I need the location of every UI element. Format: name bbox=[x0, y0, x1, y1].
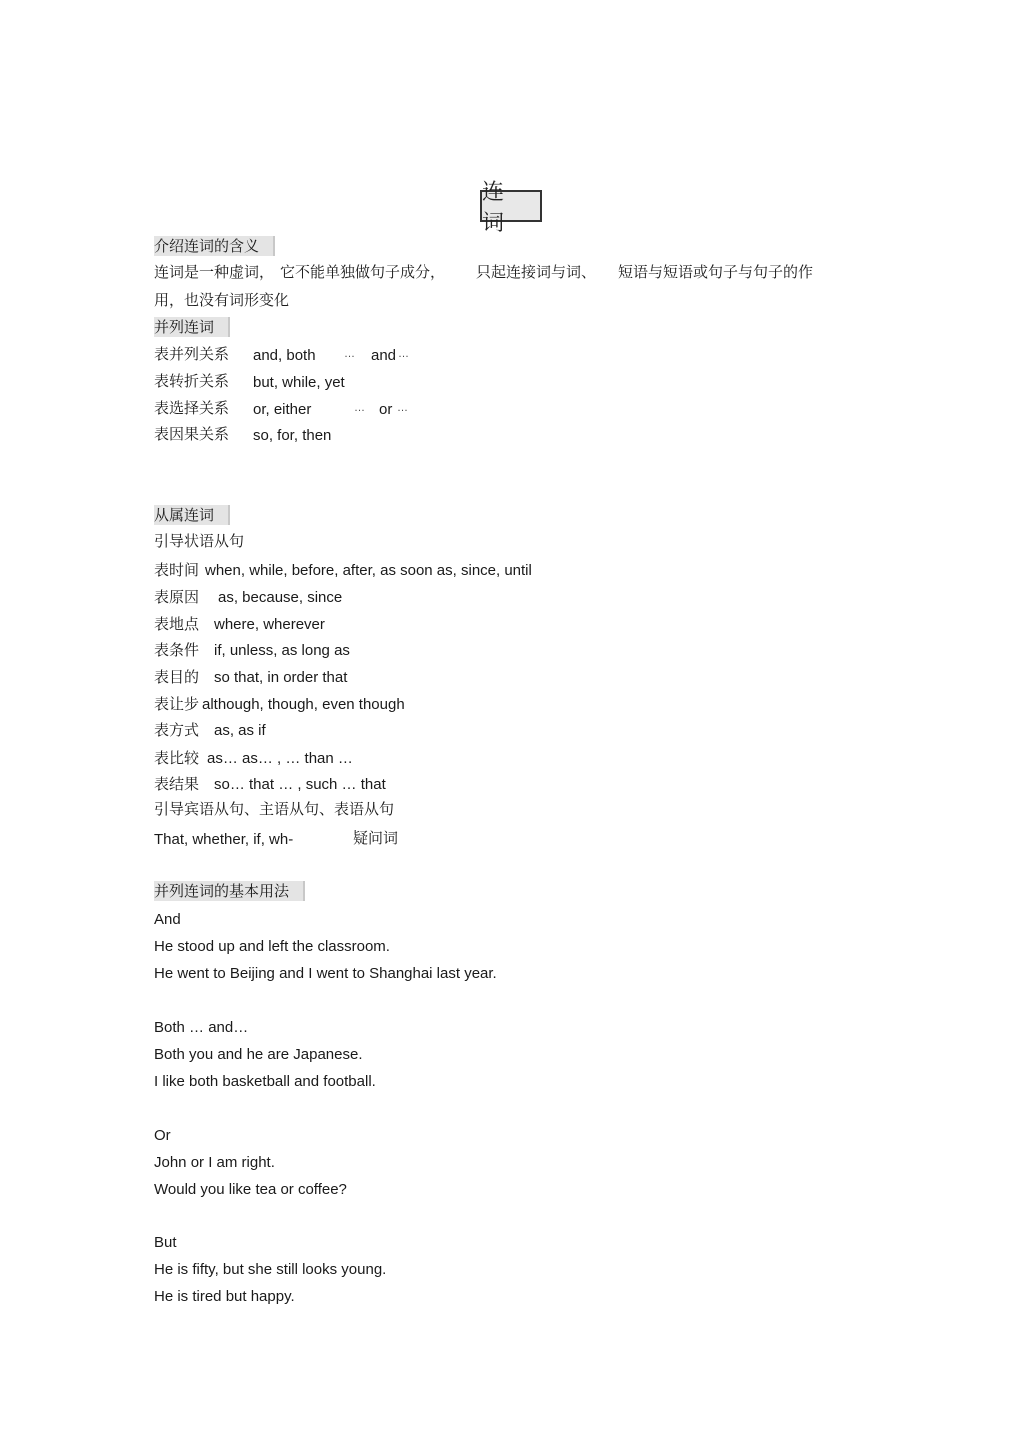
coord-words: but, while, yet bbox=[253, 374, 345, 391]
coord-label: 表因果关系 bbox=[154, 426, 230, 443]
sub-words: although, though, even though bbox=[202, 696, 405, 713]
sub-words: if, unless, as long as bbox=[214, 642, 350, 659]
sub-words: as, as if bbox=[214, 722, 266, 739]
coord-words: or bbox=[379, 401, 393, 418]
usage-heading: 并列连词的基本用法 bbox=[154, 881, 305, 901]
sub-words: where, wherever bbox=[214, 616, 325, 633]
sub-label: 表条件 bbox=[154, 642, 200, 659]
coord-words: and bbox=[371, 347, 397, 364]
ellipsis: … bbox=[397, 402, 410, 414]
usage-word: Both … and… bbox=[154, 1019, 249, 1036]
usage-word: And bbox=[154, 911, 181, 928]
coord-label: 表转折关系 bbox=[154, 373, 230, 390]
coord-words: or, either bbox=[253, 401, 312, 418]
coord-words: so, for, then bbox=[253, 427, 332, 444]
sub-words: as… as… , … than … bbox=[207, 750, 353, 767]
intro-heading: 介绍连词的含义 bbox=[154, 236, 275, 256]
ellipsis: … bbox=[344, 348, 357, 360]
intro-line1-a: 连词是一种虚词， bbox=[154, 264, 275, 281]
page-title: 连 词 bbox=[480, 190, 542, 222]
sub-words: when, while, before, after, as soon as, since, until bbox=[205, 562, 532, 579]
subordinating-heading: 从属连词 bbox=[154, 505, 230, 525]
usage-example: He is fifty, but she still looks young. bbox=[154, 1261, 387, 1278]
intro-line2: 用，也没有词形变化 bbox=[154, 292, 290, 309]
sub-label: 表目的 bbox=[154, 669, 200, 686]
sub-words: as, because, since bbox=[218, 589, 343, 606]
sub-label: 表方式 bbox=[154, 722, 200, 739]
coord-label: 表选择关系 bbox=[154, 400, 230, 417]
sub-words: so that, in order that bbox=[214, 669, 348, 686]
intro-line1-b: 它不能单独做句子成分， bbox=[280, 264, 446, 281]
sub-label: 表结果 bbox=[154, 776, 200, 793]
usage-example: Both you and he are Japanese. bbox=[154, 1046, 363, 1063]
noun-clause-words: That, whether, if, wh- bbox=[154, 831, 294, 848]
intro-line1-d: 短语与短语或句子与句子的作 bbox=[618, 264, 814, 281]
intro-line1-c: 只起连接词与词、 bbox=[476, 264, 597, 281]
sub-label: 表原因 bbox=[154, 589, 200, 606]
usage-example: He went to Beijing and I went to Shanghai last year. bbox=[154, 965, 497, 982]
noun-clause-heading: 引导宾语从句、主语从句、表语从句 bbox=[154, 801, 395, 818]
usage-example: He stood up and left the classroom. bbox=[154, 938, 390, 955]
sub-words: so… that … , such … that bbox=[214, 776, 386, 793]
sub-label: 表时间 bbox=[154, 562, 200, 579]
ellipsis: … bbox=[354, 402, 367, 414]
sub-label: 表让步 bbox=[154, 696, 200, 713]
usage-word: But bbox=[154, 1234, 177, 1251]
usage-example: John or I am right. bbox=[154, 1154, 275, 1171]
usage-example: Would you like tea or coffee? bbox=[154, 1181, 347, 1198]
usage-word: Or bbox=[154, 1127, 171, 1144]
ellipsis: … bbox=[398, 348, 411, 360]
coord-label: 表并列关系 bbox=[154, 346, 230, 363]
usage-example: He is tired but happy. bbox=[154, 1288, 295, 1305]
usage-example: I like both basketball and football. bbox=[154, 1073, 376, 1090]
sub-label: 表比较 bbox=[154, 750, 200, 767]
noun-clause-suffix: 疑问词 bbox=[353, 830, 399, 847]
coordinating-heading: 并列连词 bbox=[154, 317, 230, 337]
sub-label: 表地点 bbox=[154, 616, 200, 633]
adverbial-clause-heading: 引导状语从句 bbox=[154, 533, 245, 550]
coord-words: and, both bbox=[253, 347, 316, 364]
